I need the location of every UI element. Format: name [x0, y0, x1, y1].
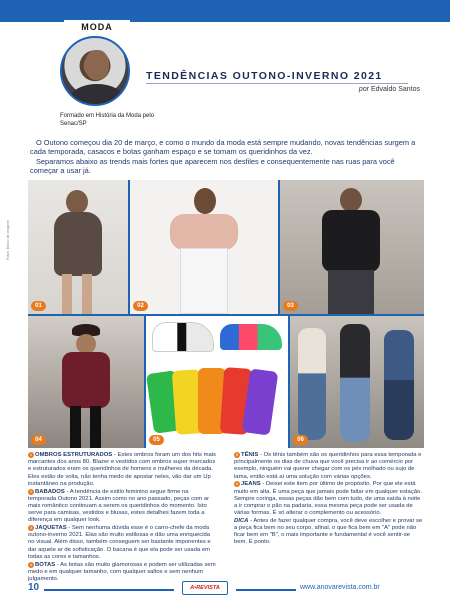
- top-color-band: [0, 0, 450, 22]
- trend-text: - A tendência de estilo feminino segue firme na temporada Outono 2021. Assim como no ano passado, peças com ar mais romântico continuam a serem os queridinhos do momento. Isto serve para camisas, vestidos e blusas, estes detalhes fazem toda a diferença em qualquer look.: [28, 488, 210, 524]
- intro-paragraph: O Outono começou dia 20 de março, e como o mundo da moda está sempre mudando, novas tendências surgem a cada temporada, casacos e botas ganham espaço e se tornam os queridinhos da vez.: [30, 138, 416, 157]
- trend-name: OMBROS ESTRUTURADOS: [35, 452, 113, 458]
- photo-leather-jacket: [280, 180, 424, 314]
- tip-paragraph: [234, 518, 424, 547]
- photo-shoulders-dress: [28, 180, 128, 314]
- trend-name: TÊNIS: [241, 452, 259, 458]
- photo-ruffles-top: [130, 180, 278, 314]
- trend-number: 5: [235, 452, 239, 457]
- photo-number-badge: 03: [283, 301, 298, 311]
- trend-name: BABADOS: [35, 488, 65, 495]
- website-link[interactable]: www.anovarevista.com.br: [300, 584, 380, 591]
- photo-credit: Fotos: Banco de imagens: [6, 220, 10, 260]
- byline-author: Edvaldo Santos: [370, 86, 420, 93]
- article-title: TENDÊNCIAS OUTONO-INVERNO 2021: [146, 70, 383, 82]
- trend-number: 2: [29, 488, 33, 494]
- author-caption: Formado em História da Moda pelo Senac/SP: [60, 113, 155, 127]
- page-number: 10: [28, 582, 40, 593]
- photo-number-badge: 06: [293, 435, 308, 445]
- photo-boots-street: [28, 316, 144, 448]
- trend-item: [28, 489, 218, 525]
- photo-number-badge: 04: [31, 435, 46, 445]
- trend-text: - Estes ombros foram um dos hits mais marcantes dos anos 80. Blazer e vestidos com ombros super marcados e estruturados eram os queridinhos de homens e mulheres da década. Eles estão de volta, não tenha medo de apostar neles, vão dar um Up instantâneo na produção.: [28, 452, 217, 487]
- trend-text: - Os tênis também são os queridinhos para essa temporada e principalmente os dias de chuva que você precisa ir ao comércio por exemplo, ninguém vai querer chegar com os pés molhado ou sujo de lama, então está aí uma solução com várias opções.: [234, 452, 422, 480]
- photo-number-badge: 05: [149, 435, 164, 445]
- trend-number: 1: [29, 452, 33, 457]
- magazine-logo: A•REVISTA: [182, 581, 228, 595]
- trend-number: 4: [29, 561, 33, 567]
- photo-number-badge: 02: [133, 301, 148, 311]
- column-left: [28, 452, 218, 584]
- trend-name: BOTAS: [35, 561, 56, 568]
- tip-text: - Antes de fazer qualquer compra, você deve escolher e provar se a peça fica bem no seu corpo, afinal, o que fica bem em "A" pode não ficar bem em "B", o mais importante e fundamental é você sentir-se bem. É ponto.: [234, 517, 423, 546]
- column-right: [234, 452, 424, 547]
- author-photo: [60, 36, 130, 106]
- tip-label: DICA: [234, 517, 249, 524]
- intro-paragraph: Separamos abaixo as trends mais fortes que aparecem nos desfiles e consequentemente nas ruas para você começar a usar já.: [30, 156, 395, 176]
- trend-text: - Deixei este item por último de propósito. Por que ele está muito em alta. É uma peça que jamais pode faltar em qualquer estação. Sempre coringa, essas peças dão bem com tudo, de uma saída à noite a ir comprar o pão na padaria, essa mesma peça pode ser usada de várias formas. É só alterar o complemento ou acessório.: [234, 481, 422, 517]
- footer-divider-left: [44, 589, 174, 591]
- section-label: MODA: [64, 20, 130, 34]
- byline: [300, 86, 420, 93]
- trend-item: [28, 525, 218, 561]
- trend-number: 6: [235, 481, 239, 487]
- trend-text: - Sem nenhuma dúvida esse é o carro-chefe da moda outono-inverno 2021. Elas são muito estilosas e dão uma enriquecida no visual. Além disso, também conseguem ser bastante imponentes e dar aquele ar de sofisticação. O bacana é que ela pode ser usada em todas as cores e tamanhos.: [28, 525, 211, 560]
- page-footer: [0, 580, 450, 600]
- photo-number-badge: 01: [31, 301, 46, 311]
- title-divider: [146, 83, 408, 84]
- trend-number: 3: [29, 525, 33, 531]
- trend-columns: [28, 452, 424, 582]
- intro-text: [30, 138, 424, 176]
- trend-text: - As botas são muito glamorosas e podem ser utilizadas sem medo e em qualquer tamanho, com qualquer saltos e sem nenhum julgamento.: [28, 561, 216, 582]
- trend-item: [234, 452, 424, 481]
- photo-grid: [28, 180, 424, 448]
- trend-item: [28, 452, 218, 488]
- footer-divider-right: [236, 589, 296, 591]
- trend-name: JAQUETAS: [35, 525, 67, 532]
- byline-prefix: por: [358, 86, 369, 93]
- trend-item: [234, 481, 424, 517]
- trend-name: JEANS: [241, 481, 261, 488]
- photo-jeans: [290, 316, 424, 448]
- photo-sneakers: [146, 316, 288, 448]
